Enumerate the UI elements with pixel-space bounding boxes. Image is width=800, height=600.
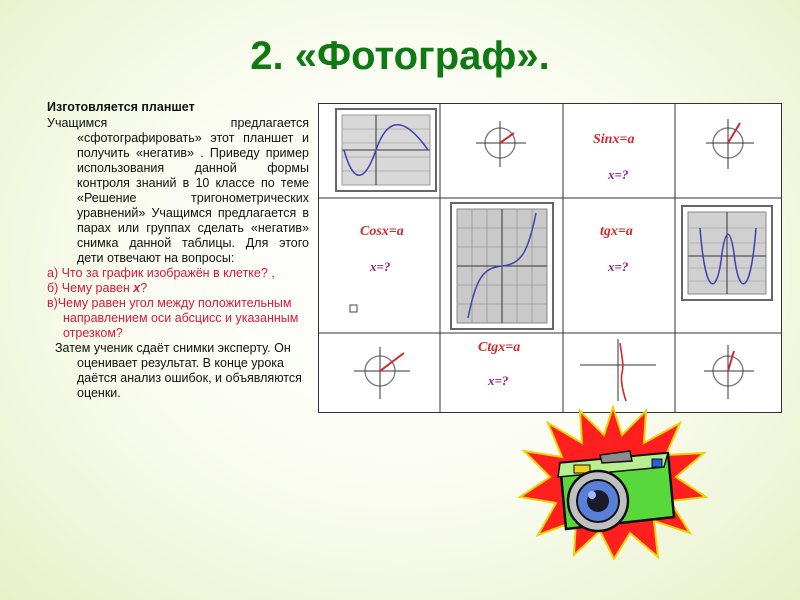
camera-icon	[558, 451, 674, 531]
question-b-variable: x	[133, 281, 141, 295]
question-b: б) Чему равен x?	[47, 281, 148, 295]
tablet-table	[318, 103, 782, 413]
ctg-equation: Ctgx=a	[478, 340, 521, 355]
cosine-graph-picture	[682, 206, 772, 300]
sin-question: x=?	[608, 167, 629, 182]
slide-title: 2. «Фотограф».	[250, 34, 550, 78]
heading: Изготовляется планшет	[47, 100, 195, 114]
unit-circle-3	[354, 347, 410, 399]
cotangent-axes	[580, 339, 656, 401]
question-c: в)Чему равен угол между положительным направлением оси абсцисс и указанным отрезком?	[47, 296, 299, 340]
question-a: а) Что за график изображён в клетке? ,	[47, 266, 275, 280]
unit-circle-4	[704, 345, 754, 399]
tg-equation: tgx=a	[600, 224, 633, 239]
description-text	[47, 100, 309, 401]
conclusion-paragraph: Затем ученик сдаёт снимки эксперту. Он оценивает результат. В конце урока даётся анализ ошибок, и объявляются оценки.	[55, 341, 302, 400]
camera-clipart	[518, 405, 708, 565]
tangent-graph-picture	[451, 203, 553, 329]
sine-graph-picture	[336, 109, 436, 191]
cos-equation: Cosx=a	[360, 224, 404, 239]
tg-question: x=?	[608, 259, 629, 274]
ctg-question: x=?	[488, 373, 509, 388]
unit-circle-2	[706, 119, 754, 169]
unit-circle-1	[476, 121, 526, 167]
cos-question: x=?	[370, 259, 391, 274]
sin-equation: Sinx=a	[593, 132, 635, 147]
small-square-mark	[350, 305, 357, 312]
intro-paragraph: Учащимся предлагается «сфотографировать» этот планшет и получить «негатив» . Приведу пример использования данной формы контроля знаний в 10 классе по теме «Решение тригонометрических уравнений» Учащимся предлагается в парах или группах сделать «негатив» снимка данной таблицы. Для этого дети отвечают на вопросы:	[47, 116, 309, 265]
